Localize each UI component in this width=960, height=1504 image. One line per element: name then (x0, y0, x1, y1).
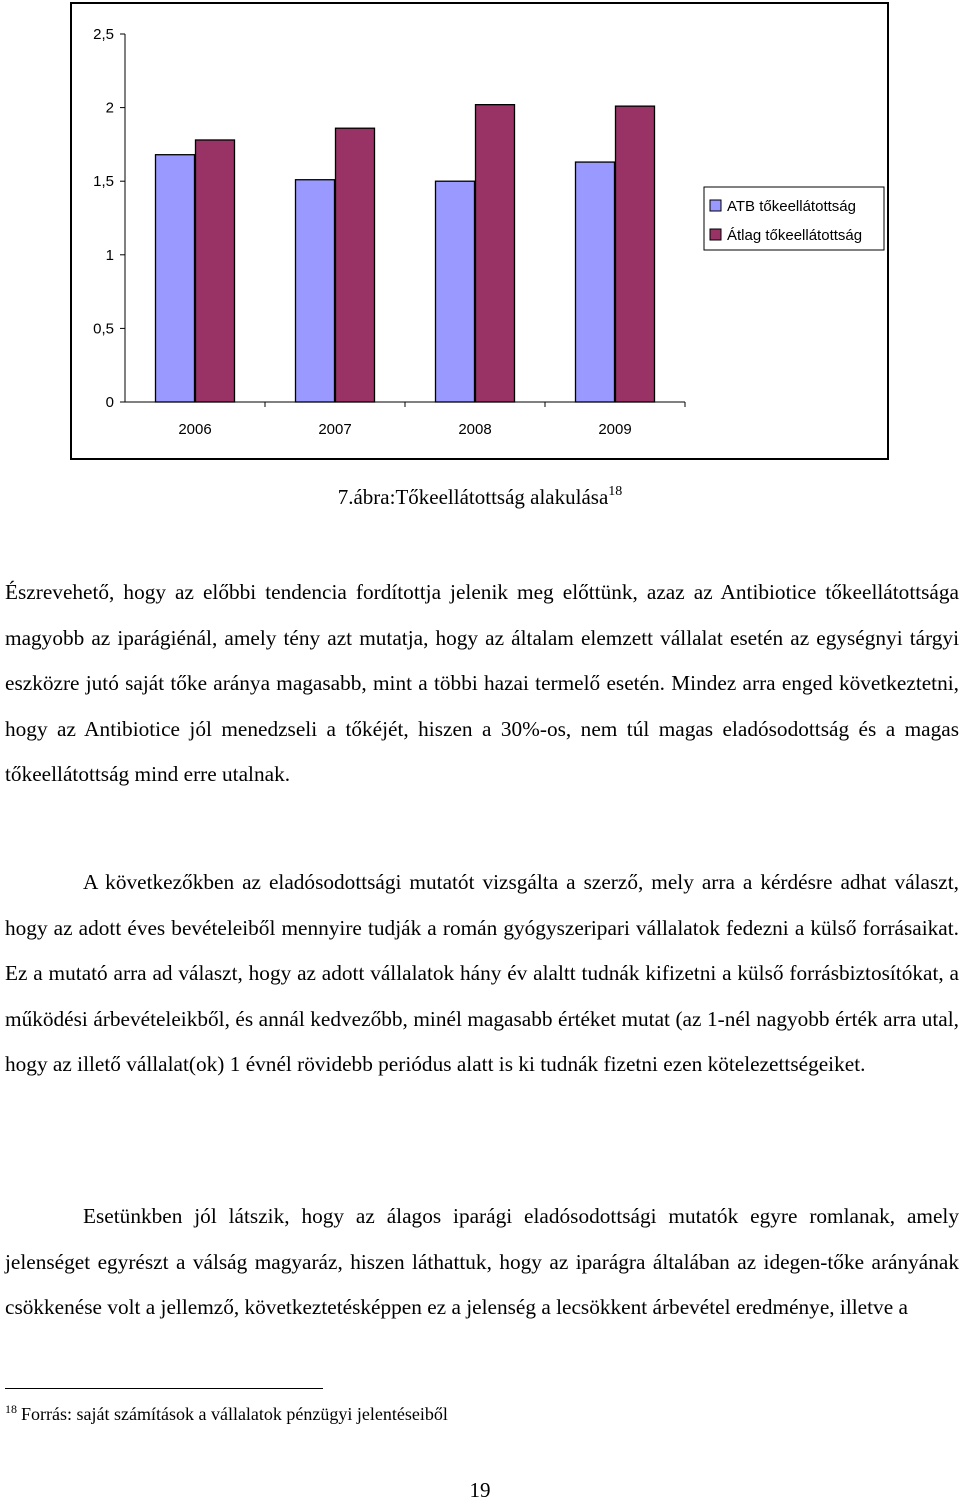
legend-label: ATB tőkeellátottság (727, 198, 856, 215)
bar-chart (72, 4, 887, 458)
bar-2007-series-2 (336, 128, 375, 402)
bar-2006-series-2 (196, 140, 235, 402)
y-tick-label: 2 (105, 99, 114, 117)
paragraph-3: Esetünkben jól látszik, hogy az álagos iparági eladósodottsági mutatók egyre romlanak, amely jelenséget egyrészt a válság magyaráz, hiszen láthattuk, hogy az iparágra általában az idegen-tőke arányának csökkenése volt a jellemző, következtetésképpen ez a jelenség a lecsökkent árbevétel eredménye, illetve a (5, 1204, 959, 1320)
y-tick-label: 0 (105, 394, 114, 411)
bar-2009-series-1 (576, 162, 615, 402)
x-tick-label: 2006 (178, 421, 212, 438)
page-number: 19 (469, 1478, 491, 1502)
x-tick-label: 2008 (458, 421, 492, 438)
paragraph-1: Észrevehető, hogy az előbbi tendencia fordítottja jelenik meg előttünk, azaz az Antibiotice tőkeellátottsága magyobb az iparágiénál, amely tény azt mutatja, hogy az általam elemzett vállalat esetén az egységnyi tárgyi eszközre jutó saját tőke aránya magasabb, mint a többi hazai termelő esetén. Mindez arra enged következtetni, hogy az Antibiotice jól menedzseli a tőkéjét, hiszen a 30%-os, nem túl magas eladósodottság és a magas tőkeellátottság mind erre utalnak. (5, 580, 959, 787)
bar-2008-series-2 (476, 105, 515, 402)
footnote-divider (5, 1388, 323, 1389)
footnote-text: Forrás: saját számítások a vállalatok pénzügyi jelentéseiből (21, 1404, 448, 1424)
caption-footnote-ref: 18 (608, 484, 623, 499)
legend-swatch (710, 229, 721, 240)
bar-2007-series-1 (296, 180, 335, 402)
paragraph-2: A következőkben az eladósodottsági mutatót vizsgálta a szerző, mely arra a kérdésre adhat választ, hogy az adott éves bevételeiből mennyire tudják a román gyógyszeripari vállalatok fedezni a külső forrásaikat. Ez a mutató arra ad választ, hogy az adott vállalatok hány év alaltt tudnák kifizetni a külső forrásbiztosítókat, a működési árbevételeikből, és annál kedvezőbb, minél magasabb értéket mutat (az 1-nél nagyobb érték arra utal, hogy az illető vállalat(ok) 1 évnél rövidebb periódus alatt is ki tudnák fizetni ezen kötelezettségeiket. (5, 870, 959, 1077)
x-tick-label: 2007 (318, 421, 352, 438)
y-tick-label: 2,5 (93, 26, 114, 43)
legend-swatch (710, 200, 721, 211)
footnote-number: 18 (5, 1402, 17, 1416)
x-tick-label: 2009 (598, 421, 632, 438)
bar-2009-series-2 (616, 106, 655, 402)
caption-text: 7.ábra:Tőkeellátottság alakulása (337, 485, 609, 509)
y-tick-label: 0,5 (93, 320, 114, 338)
bar-2008-series-1 (436, 181, 475, 402)
y-tick-label: 1 (105, 246, 114, 264)
chart-frame (70, 2, 889, 460)
figure-caption (0, 484, 960, 510)
bar-2006-series-1 (156, 155, 195, 402)
legend-label: Átlag tőkeellátottság (727, 227, 863, 244)
y-tick-label: 1,5 (93, 173, 114, 191)
footnote (5, 1402, 448, 1425)
